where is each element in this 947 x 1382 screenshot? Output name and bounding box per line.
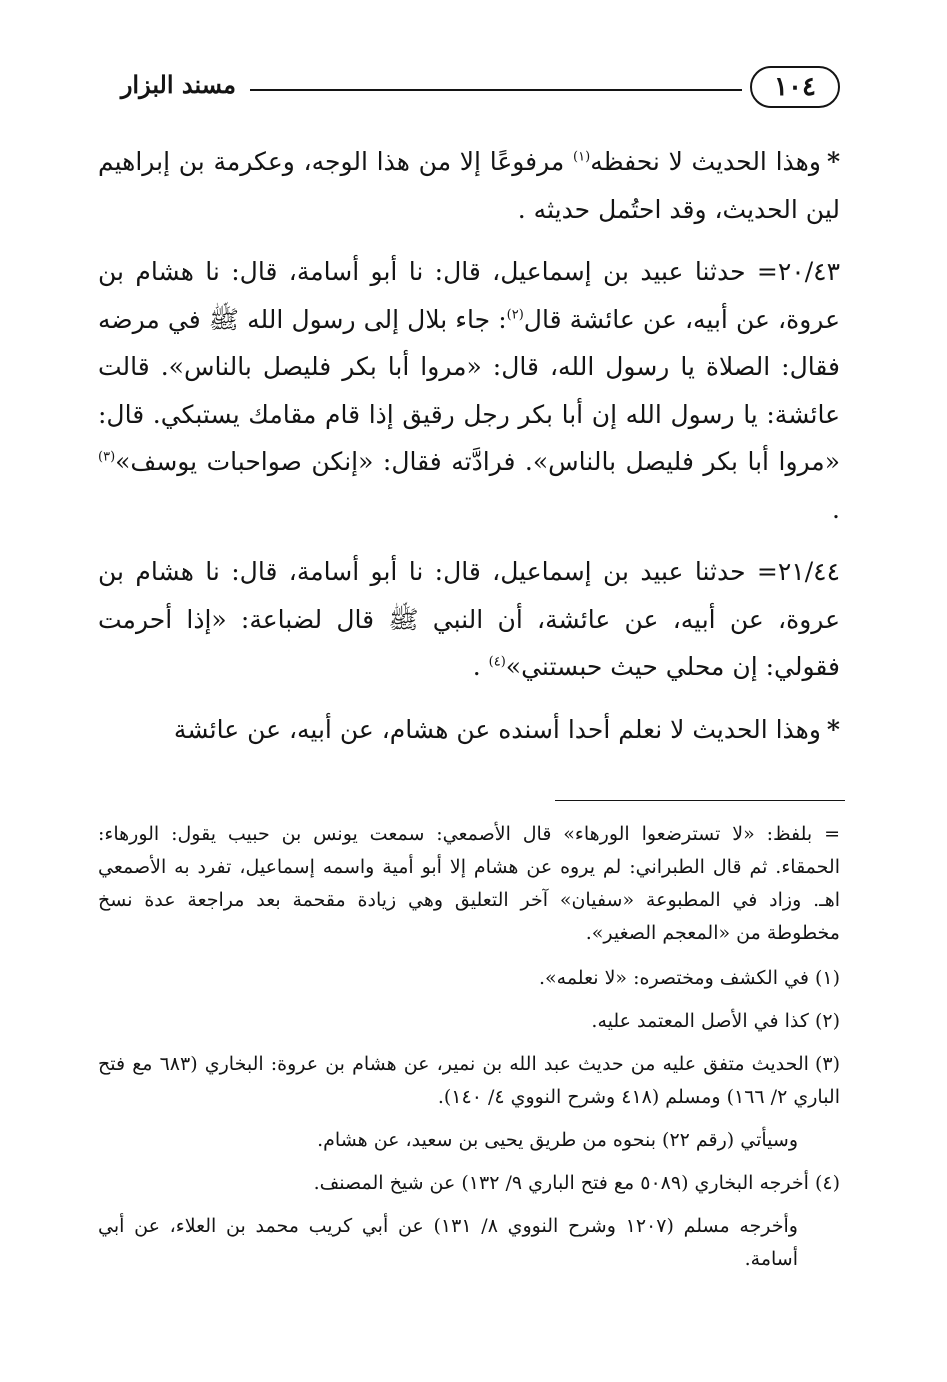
footnote-ref-1[interactable]: (١) xyxy=(573,149,591,165)
page-number: ١٠٤ xyxy=(750,66,840,108)
footnotes xyxy=(98,818,840,1286)
footnote-3 xyxy=(98,1048,840,1114)
page-header xyxy=(98,66,840,116)
paragraph-text: مرفوعًا إلا من هذا الوجه، وعكرمة بن إبراهيم لين الحديث، وقد احتُمل حديثه . xyxy=(98,147,840,224)
paragraph-text: ٢٠/٤٣= حدثنا عبيد بن إسماعيل، قال: نا أبو أسامة، قال: نا هشام بن عروة، عن أبيه، عن عائشة قال xyxy=(98,257,840,334)
footnote-4 xyxy=(98,1167,840,1200)
hadith-21-44 xyxy=(98,548,840,691)
footnote-1 xyxy=(98,962,840,995)
footnote-text: في الكشف ومختصره: «لا نعلمه». xyxy=(538,967,809,989)
footnote-ref-2[interactable]: (٢) xyxy=(506,307,524,323)
hadith-20-43 xyxy=(98,248,840,533)
footnote-number: (٣) xyxy=(814,1053,840,1075)
header-rule xyxy=(250,89,742,91)
paragraph-comment-1 xyxy=(98,138,840,233)
footnote-3-addendum: وسيأتي (رقم ٢٢) بنحوه من طريق يحيى بن سعيد، عن هشام. xyxy=(317,1129,798,1151)
paragraph-text: وهذا الحديث لا نعلم أحدا أسنده عن هشام، عن أبيه، عن عائشة xyxy=(173,714,821,744)
paragraph-text: . xyxy=(472,652,489,681)
footnote-text: أخرجه البخاري (٥٠٨٩ مع فتح الباري ٩/ ١٣٢) عن شيخ المصنف. xyxy=(313,1172,809,1194)
paragraph-text: : جاء بلال إلى رسول الله ﷺ في مرضه فقال: الصلاة يا رسول الله، قال: «مروا أبا بكر فليصل بالناس». قالت عائشة: يا رسول الله إن أبا بكر رجل رقيق إذا قام مقامك يستبكي. قال: «مروا أبا بكر فليصل بالناس». فرادَّته فقال: «إنكن صواحبات يوسف» xyxy=(98,304,840,476)
asterisk-marker: * xyxy=(826,714,840,744)
paragraph-comment-2 xyxy=(98,706,840,754)
paragraph-text: . xyxy=(832,494,840,524)
footnote-number: (٤) xyxy=(814,1172,840,1194)
footnote-text: الحديث متفق عليه من حديث عبد الله بن نمير، عن هشام بن عروة: البخاري (٦٨٣ مع فتح الباري ٢/ ١٦٦) ومسلم (٤١٨ وشرح النووي ٤/ ١٤٠). xyxy=(98,1053,840,1108)
paragraph-text: وهذا الحديث لا نحفظه xyxy=(590,147,821,176)
footnote-separator xyxy=(555,800,845,801)
footnote-continuation: = بلفظ: «لا تسترضعوا الورهاء» قال الأصمعي: سمعت يونس بن حبيب يقول: الورهاء: الحمقاء. ثم قال الطبراني: لم يروه عن هشام إلا أبو أمية واسمه إسماعيل، تفرد به الأصمعي اهـ. وزاد في المطبوعة «سفيان» آخر التعليق وهي زيادة مقحمة بعد مراجعة عدة نسخ مخطوطة من «المعجم الصغير». xyxy=(98,823,840,944)
book-title: مسند البزار xyxy=(120,70,236,99)
footnote-2 xyxy=(98,1005,840,1038)
footnote-number: (٢) xyxy=(814,1010,840,1032)
footnote-ref-4[interactable]: (٤) xyxy=(488,654,506,670)
paragraph-text: ٢١/٤٤= حدثنا عبيد بن إسماعيل، قال: نا أبو أسامة، قال: نا هشام بن عروة، عن أبيه، عن عائشة، أن النبي ﷺ قال لضباعة: «إذا أحرمت فقولي: إن محلي حيث حبستني» xyxy=(98,557,840,681)
asterisk-marker: * xyxy=(826,147,841,176)
footnote-ref-3[interactable]: (٣) xyxy=(98,449,116,465)
footnote-4-addendum: وأخرجه مسلم (١٢٠٧ وشرح النووي ٨/ ١٣١) عن أبي كريب محمد بن العلاء، عن أبي أسامة. xyxy=(98,1215,798,1270)
main-text xyxy=(98,138,840,768)
footnote-number: (١) xyxy=(814,967,840,989)
footnote-text: كذا في الأصل المعتمد عليه. xyxy=(591,1010,809,1032)
